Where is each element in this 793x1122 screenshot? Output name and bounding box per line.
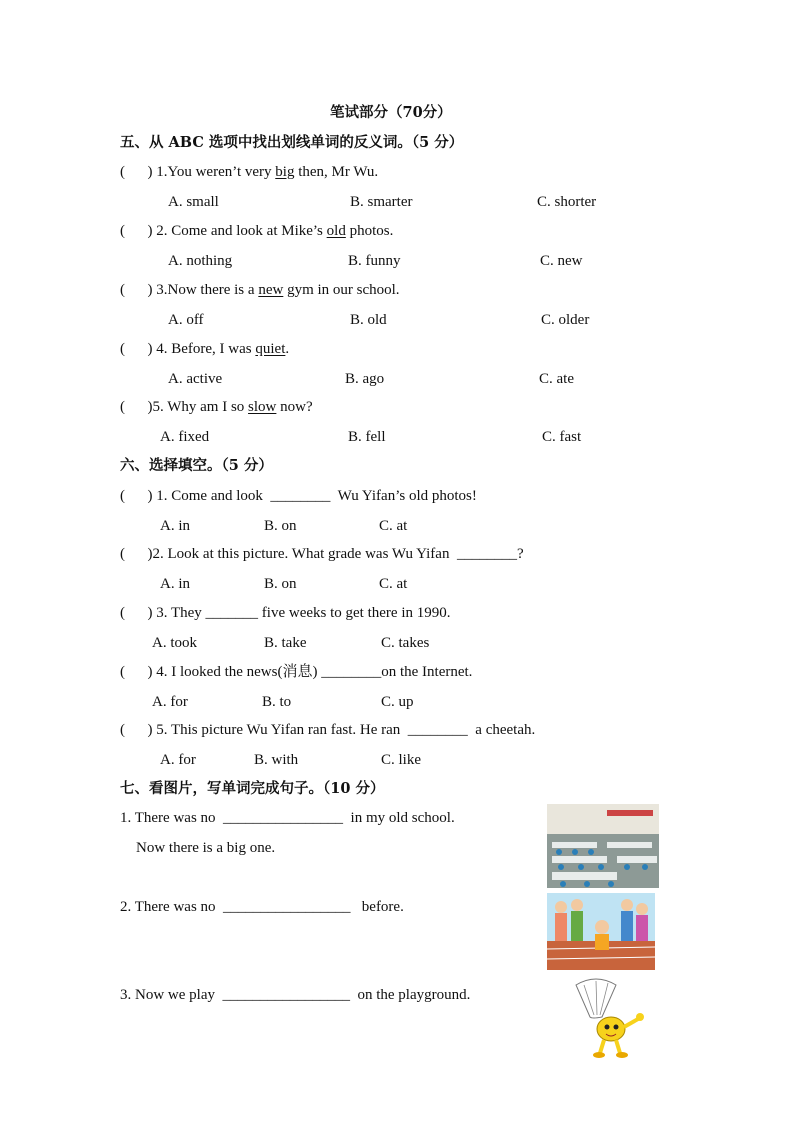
underlined-word: new	[258, 282, 284, 298]
option-b: B. smarter	[350, 194, 413, 210]
question-text-end: .	[285, 341, 290, 357]
option-b: B. old	[350, 312, 387, 328]
section7-heading: 七、看图片，写单词完成句子。（10 分）	[120, 780, 385, 797]
section5-heading: 五、从 ABC 选项中找出划线单词的反义词。（5 分）	[120, 134, 464, 151]
answer-blank[interactable]: ( )	[120, 488, 153, 504]
option-c: C. at	[379, 576, 408, 592]
option-a: A. in	[160, 576, 190, 592]
dining-hall-picture	[547, 804, 659, 888]
option-b: B. on	[264, 576, 297, 592]
page-title: 笔试部分（70分）	[330, 104, 452, 121]
option-b: B. funny	[348, 253, 401, 269]
question-text-end: now?	[276, 399, 313, 415]
question-text: 1. Come and look ________ Wu Yifan’s old photos!	[152, 488, 477, 504]
question-text: 2. Come and look at Mike’s	[152, 223, 327, 239]
option-a: A. off	[168, 312, 204, 328]
s7-item1-sentence: 1. There was no ________________ in my old school.	[120, 810, 455, 826]
option-c: C. ate	[539, 371, 574, 387]
option-b: B. with	[254, 752, 299, 768]
option-b: B. to	[262, 694, 292, 710]
underlined-word: old	[326, 223, 346, 239]
s7-item2-sentence: 2. There was no _________________ before.	[120, 899, 404, 915]
s5-question-2	[120, 222, 393, 240]
underlined-word: big	[275, 164, 295, 180]
question-text: 4. Before, I was	[152, 341, 256, 357]
option-a: A. for	[160, 752, 196, 768]
running-track-picture	[547, 893, 655, 970]
option-a: A. for	[152, 694, 188, 710]
question-text: 3.Now there is a	[152, 282, 259, 298]
s5-question-1	[120, 163, 378, 181]
answer-blank[interactable]: ( )	[120, 282, 153, 298]
option-c: C. new	[540, 253, 583, 269]
option-c: C. takes	[381, 635, 430, 651]
option-a: A. nothing	[168, 253, 233, 269]
option-c: C. at	[379, 518, 408, 534]
underlined-word: slow	[248, 399, 277, 415]
question-text: 4. I looked the news(消息) ________on the Internet.	[152, 664, 473, 680]
option-a: A. took	[152, 635, 197, 651]
answer-blank[interactable]: ( )	[120, 664, 153, 680]
option-c: C. shorter	[537, 194, 597, 210]
question-text: 5. Why am I so	[152, 399, 249, 415]
question-text-end: then, Mr Wu.	[294, 164, 379, 180]
option-a: A. fixed	[160, 429, 210, 445]
option-b: B. take	[264, 635, 307, 651]
option-c: C. older	[541, 312, 590, 328]
question-text: 1.You weren’t very	[152, 164, 276, 180]
option-c: C. fast	[542, 429, 582, 445]
answer-blank[interactable]: ( )	[120, 164, 153, 180]
option-a: A. in	[160, 518, 190, 534]
question-text: 2. Look at this picture. What grade was Wu Yifan ________?	[152, 546, 524, 562]
s5-question-5	[120, 398, 313, 416]
s6-question-3	[120, 604, 451, 622]
question-text: 5. This picture Wu Yifan ran fast. He ran ________ a cheetah.	[152, 722, 536, 738]
s7-item3-sentence: 3. Now we play _________________ on the playground.	[120, 987, 471, 1003]
option-a: A. small	[168, 194, 219, 210]
s6-question-2	[120, 545, 524, 563]
option-c: C. like	[381, 752, 421, 768]
option-b: B. on	[264, 518, 297, 534]
answer-blank[interactable]: ( )	[120, 722, 153, 738]
underlined-word: quiet	[255, 341, 286, 357]
question-text: 3. They _______ five weeks to get there in 1990.	[152, 605, 451, 621]
s6-question-5	[120, 721, 535, 739]
question-text-end: gym in our school.	[283, 282, 400, 298]
answer-blank[interactable]: ( )	[120, 399, 153, 415]
s6-question-1	[120, 487, 477, 505]
option-b: B. fell	[348, 429, 386, 445]
option-b: B. ago	[345, 371, 385, 387]
question-text-end: photos.	[345, 223, 394, 239]
section6-heading: 六、选择填空。（5 分）	[120, 457, 273, 474]
answer-blank[interactable]: ( )	[120, 546, 153, 562]
s5-question-3	[120, 281, 400, 299]
badminton-mascot-picture	[566, 977, 650, 1061]
s7-item1-sentence2: Now there is a big one.	[136, 840, 276, 856]
option-c: C. up	[381, 694, 414, 710]
answer-blank[interactable]: ( )	[120, 341, 153, 357]
s6-question-4	[120, 663, 472, 681]
s5-question-4	[120, 340, 289, 358]
answer-blank[interactable]: ( )	[120, 605, 153, 621]
answer-blank[interactable]: ( )	[120, 223, 153, 239]
option-a: A. active	[168, 371, 223, 387]
